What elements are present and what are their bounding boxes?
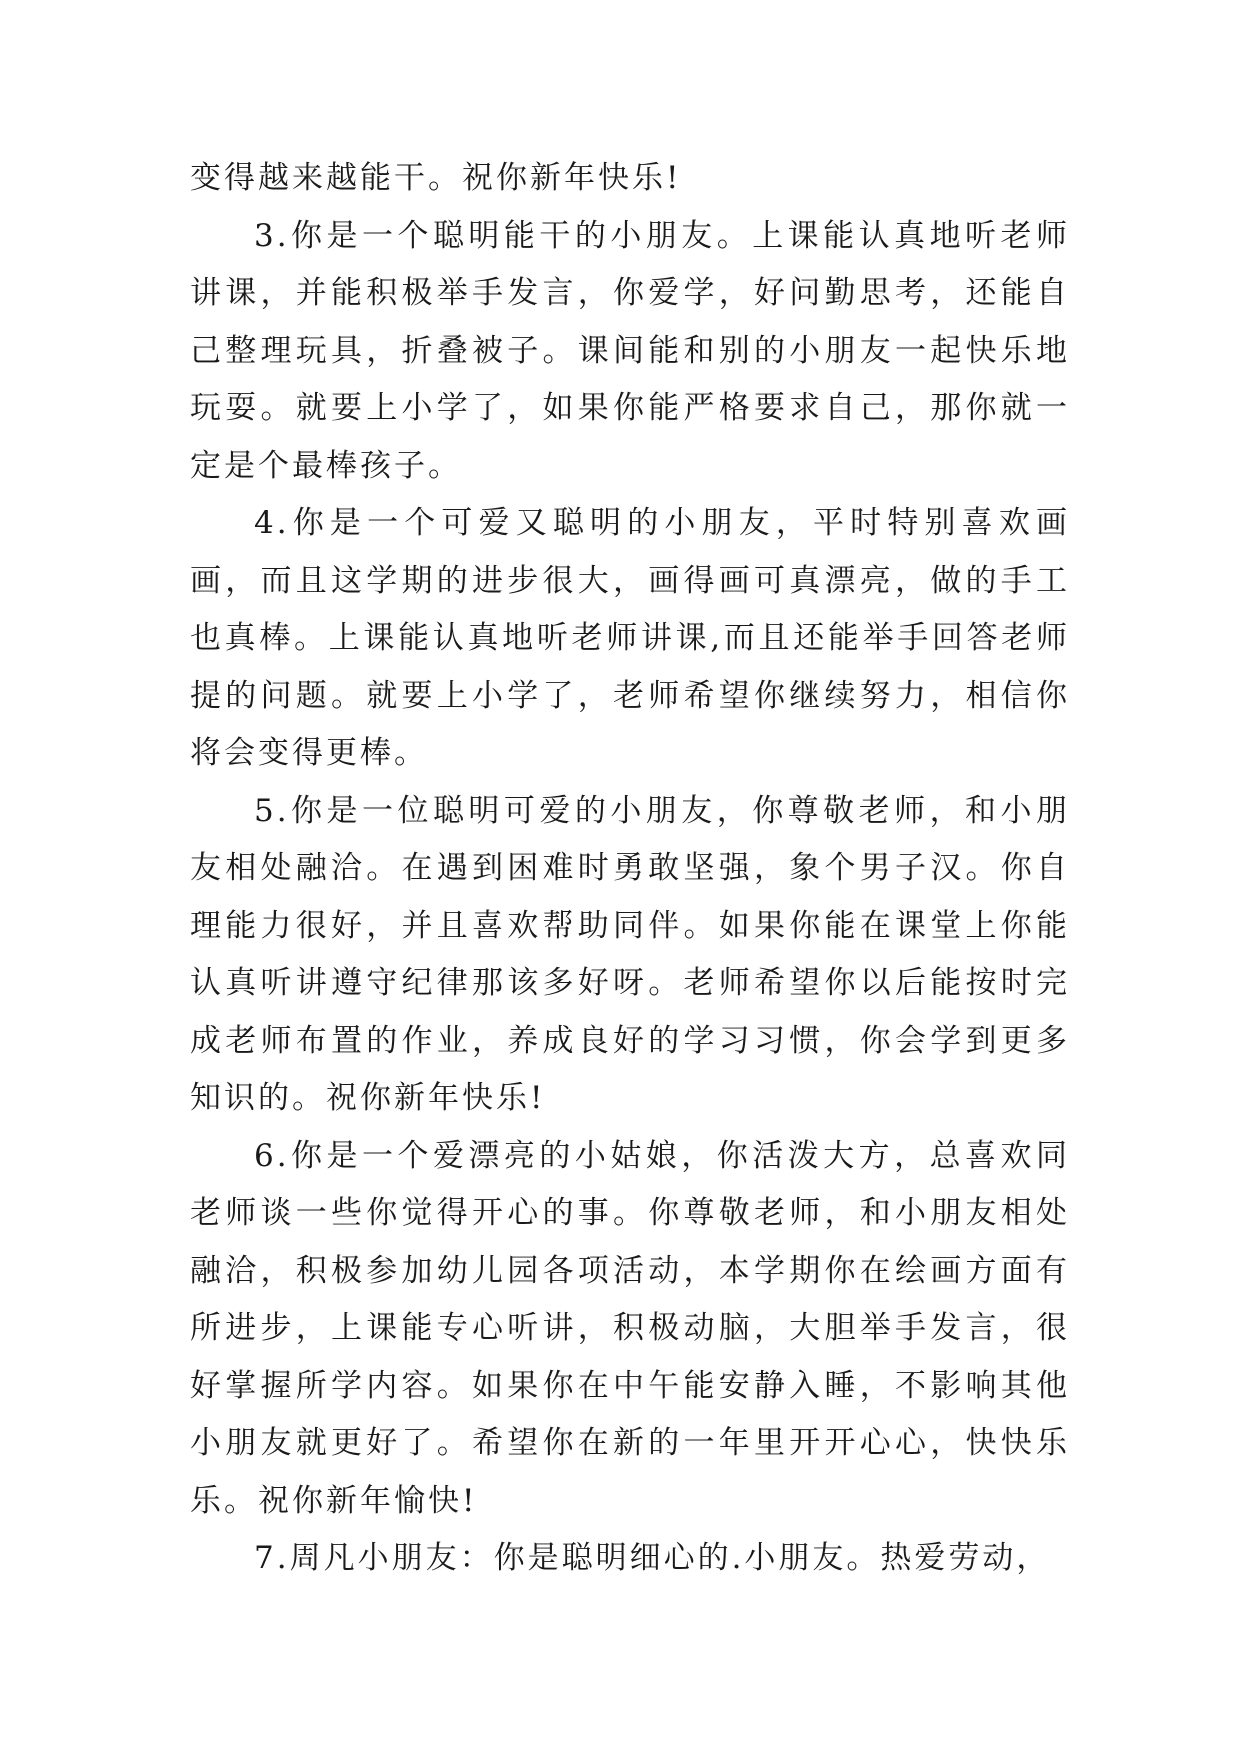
paragraph-comment-6: 6.你是一个爱漂亮的小姑娘，你活泼大方，总喜欢同老师谈一些你觉得开心的事。你尊敬老师，和小朋友相处融洽，积极参加幼儿园各项活动，本学期你在绘画方面有所进步，上课能专心听讲，积极动脑，大胆举手发言，很好掌握所学内容。如果你在中午能安静入睡，不影响其他小朋友就更好了。希望你在新的一年里开开心心，快快乐乐。祝你新年愉快! [190,1137,1070,1519]
paragraph-continuation: 变得越来越能干。祝你新年快乐! [190,160,682,196]
paragraph-comment-7: 7.周凡小朋友：你是聪明细心的.小朋友。热爱劳动， [254,1540,1051,1576]
paragraph-comment-5: 5.你是一位聪明可爱的小朋友，你尊敬老师，和小朋友相处融洽。在遇到困难时勇敢坚强，象个男子汉。你自理能力很好，并且喜欢帮助同伴。如果你能在课堂上你能认真听讲遵守纪律那该多好呀。老师希望你以后能按时完成老师布置的作业，养成良好的学习习惯，你会学到更多知识的。祝你新年快乐! [190,792,1070,1116]
paragraph-comment-4: 4.你是一个可爱又聪明的小朋友，平时特别喜欢画画，而且这学期的进步很大，画得画可真漂亮，做的手工也真棒。上课能认真地听老师讲课,而且还能举手回答老师提的问题。就要上小学了，老师希望你继续努力，相信你将会变得更棒。 [190,505,1070,771]
paragraph-comment-3: 3.你是一个聪明能干的小朋友。上课能认真地听老师讲课，并能积极举手发言，你爱学，好问勤思考，还能自己整理玩具，折叠被子。课间能和别的小朋友一起快乐地玩耍。就要上小学了，如果你能严格要求自己，那你就一定是个最棒孩子。 [190,217,1070,484]
document-body [190,150,1070,1588]
